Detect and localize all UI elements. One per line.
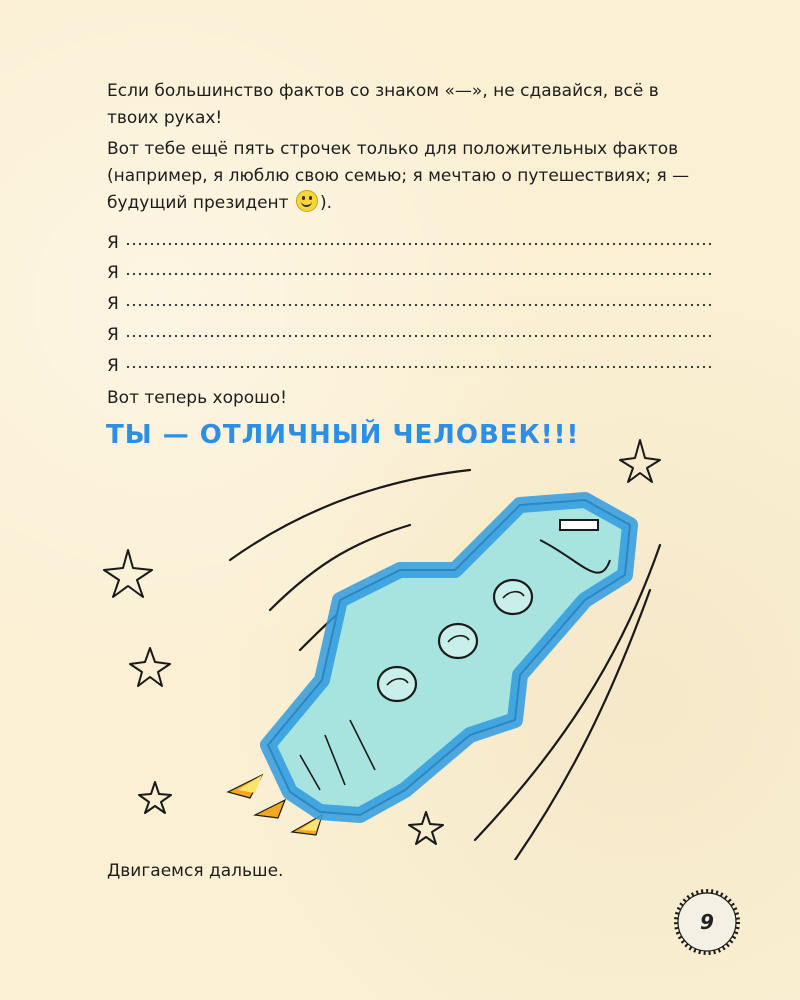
fill-in-line[interactable] bbox=[107, 227, 711, 253]
star-icon bbox=[620, 440, 660, 482]
instruction-text: Вот тебе ещё пять строчек только для положительных фактов (например, я люблю свою семью; я мечтаю о путешествиях; я — будущий президент bbox=[107, 139, 690, 213]
line-prefix: Я bbox=[107, 233, 119, 253]
rocket-window bbox=[494, 580, 532, 614]
star-icon bbox=[409, 812, 443, 844]
line-prefix: Я bbox=[107, 294, 119, 314]
star-icon bbox=[139, 782, 171, 813]
star-icon bbox=[130, 648, 170, 686]
headline: ТЫ — ОТЛИЧНЫЙ ЧЕЛОВЕК!!! bbox=[106, 420, 580, 450]
rocket-illustration bbox=[100, 430, 680, 860]
star-icon bbox=[104, 550, 152, 597]
dotted-line bbox=[125, 241, 711, 247]
next-text: Двигаемся дальше. bbox=[107, 861, 284, 881]
instruction-closing: ). bbox=[319, 193, 333, 213]
intro-paragraph: Если большинство фактов со знаком «—», не сдавайся, всё в твоих руках! bbox=[107, 81, 659, 128]
rocket-window bbox=[378, 667, 416, 701]
fill-in-line[interactable] bbox=[107, 257, 711, 283]
line-prefix: Я bbox=[107, 263, 119, 283]
dotted-line bbox=[125, 333, 711, 339]
dotted-line bbox=[125, 302, 711, 308]
rocket-window bbox=[439, 624, 477, 658]
fill-in-line[interactable] bbox=[107, 288, 711, 314]
smiley-icon bbox=[296, 190, 318, 212]
conclusion-text: Вот теперь хорошо! bbox=[107, 388, 287, 408]
line-prefix: Я bbox=[107, 356, 119, 376]
fill-in-line[interactable] bbox=[107, 350, 711, 376]
dotted-line bbox=[125, 271, 711, 277]
page-number: 9 bbox=[700, 910, 714, 934]
rocket-body bbox=[268, 500, 630, 815]
instruction-paragraph bbox=[107, 136, 707, 217]
line-prefix: Я bbox=[107, 325, 119, 345]
dotted-line bbox=[125, 364, 711, 370]
fill-in-line[interactable] bbox=[107, 319, 711, 345]
